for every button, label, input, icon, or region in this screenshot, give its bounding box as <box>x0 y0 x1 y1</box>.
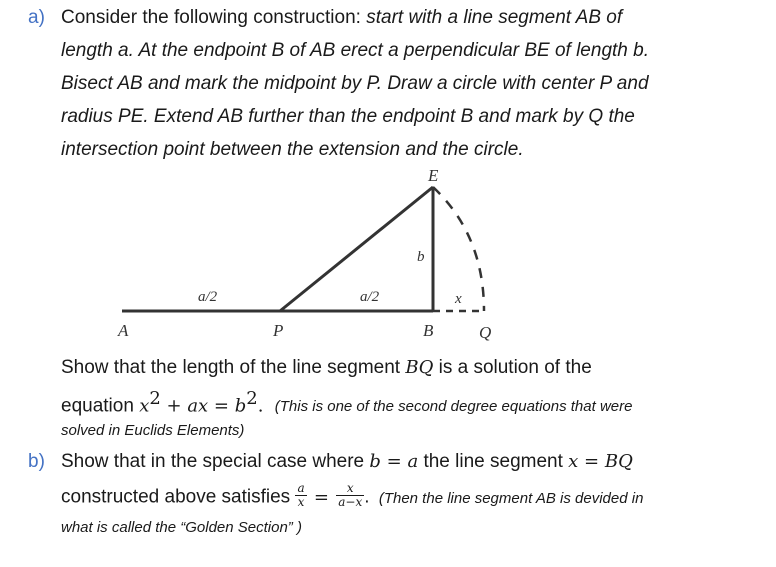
equation-x: x <box>139 395 150 417</box>
part-a-intro-italic: start with a line segment AB of <box>366 7 623 28</box>
part-a-line-5: intersection point between the extension and the circle. <box>61 139 524 160</box>
label-Q: Q <box>479 323 492 342</box>
part-b-definition: x = BQ <box>568 451 633 472</box>
part-a-line-3: Bisect AB and mark the midpoint by P. Draw a circle with center P and <box>61 73 649 94</box>
part-b-note-2: what is called the “Golden Section” ) <box>61 519 302 536</box>
part-b-mid: the line segment <box>418 451 569 472</box>
part-b-label: b) <box>28 451 45 472</box>
construction-figure <box>0 165 776 345</box>
question-a-end: is a solution of the <box>433 357 592 378</box>
label-A: A <box>118 321 129 340</box>
label-x: x <box>455 291 462 307</box>
part-a-intro: Consider the following construction: <box>61 7 367 28</box>
segment-PE <box>280 187 433 311</box>
part-b-line-2 <box>61 481 644 511</box>
question-a-line-2 <box>61 387 632 419</box>
label-E: E <box>428 166 439 185</box>
question-a-line-1 <box>61 356 592 380</box>
part-a-line-2: length a. At the endpoint B of AB erect a perpendicular BE of length b. <box>61 40 649 61</box>
fraction-x-over-a-minus-x <box>336 482 364 509</box>
part-b-start: Show that in the special case where <box>61 451 370 472</box>
fraction-1-numerator: a <box>297 481 305 495</box>
part-b-note-1: (Then the line segment AB is devided in <box>378 489 644 507</box>
label-a2-left: a/2 <box>198 289 218 305</box>
equation-exp-1: 2 <box>149 388 161 409</box>
label-a2-right: a/2 <box>360 289 380 305</box>
part-a-line-4: radius PE. Extend AB further than the endpoint B and mark by Q the <box>61 106 635 127</box>
label-B: B <box>423 321 434 340</box>
question-a-note-1: (This is one of the second degree equations that were <box>274 398 633 416</box>
fraction-a-over-x <box>295 482 306 509</box>
question-a-note-2: solved in Euclids Elements) <box>61 422 245 439</box>
equals-sign: = <box>313 486 329 508</box>
part-b-condition: b = a <box>369 451 419 472</box>
fraction-1-denominator: x <box>297 495 305 509</box>
fraction-2-numerator: x <box>336 482 364 496</box>
part-b-line-2-start: constructed above satisfies <box>61 486 291 508</box>
equation-intro: equation <box>61 395 140 417</box>
fraction-2-denominator: a−x <box>338 495 363 509</box>
equation-end: . <box>257 395 264 417</box>
question-a-var: BQ <box>405 357 434 378</box>
label-P: P <box>273 321 284 340</box>
equation-mid: + ax = b <box>160 395 247 417</box>
part-a-label: a) <box>28 7 45 28</box>
question-a-start: Show that the length of the line segment <box>61 357 406 378</box>
equation-exp-2: 2 <box>246 388 258 409</box>
label-b: b <box>417 249 425 265</box>
part-b-dot: . <box>364 486 370 508</box>
